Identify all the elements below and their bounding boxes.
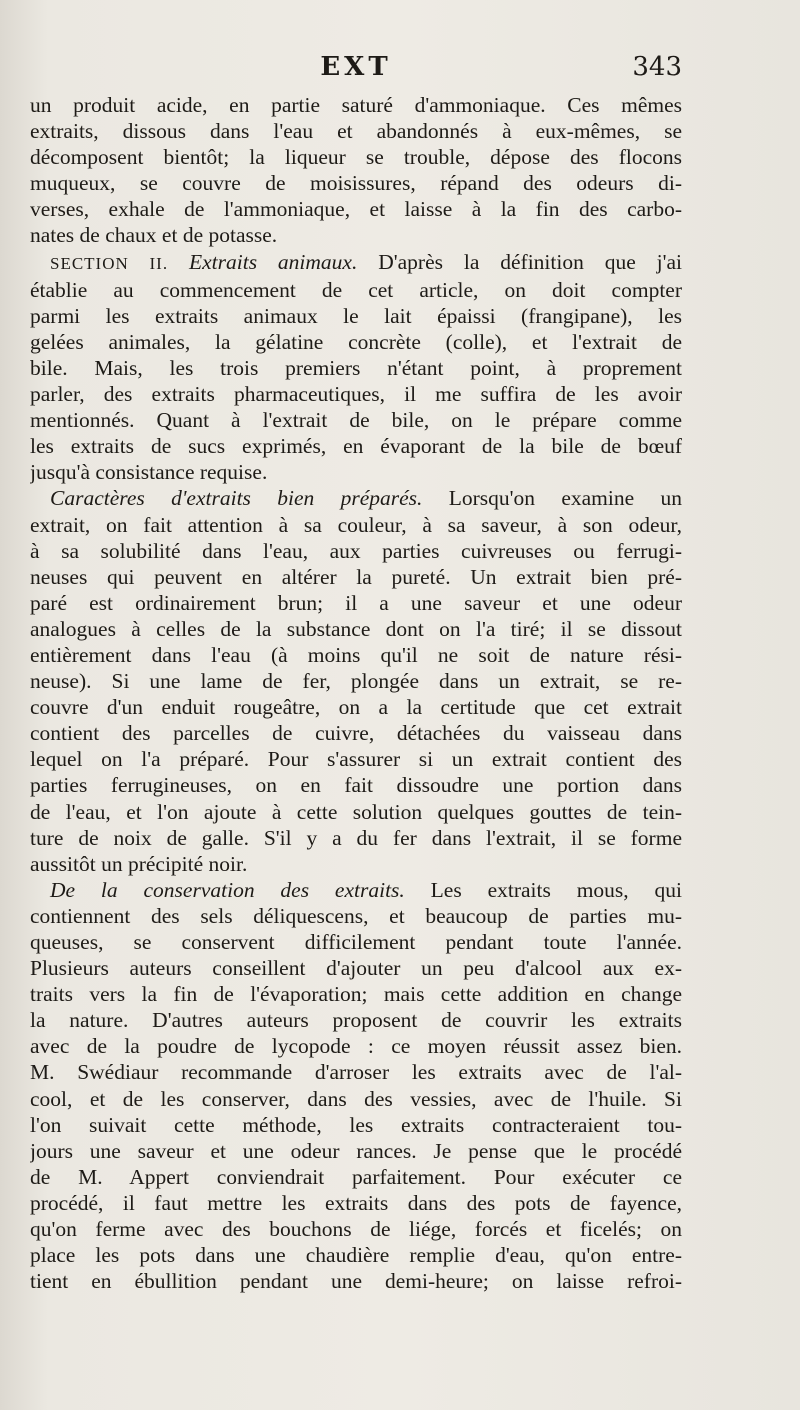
text-line: place les pots dans une chaudière remplie d'eau, qu'on entre- <box>30 1243 682 1268</box>
text-line: ture de noix de galle. S'il y a du fer dans l'extrait, il se forme <box>30 825 682 850</box>
paragraph-conservation <box>30 877 682 1295</box>
text-line: cool, et de les conserver, dans des vessies, avec de l'huile. Si <box>30 1086 682 1111</box>
text-line: lequel on l'a préparé. Pour s'assurer si un extrait contient des <box>30 747 682 772</box>
text-line: contient des parcelles de cuivre, détachées du vaisseau dans <box>30 721 682 746</box>
text-line: neuse). Si une lame de fer, plongée dans un extrait, se re- <box>30 669 682 694</box>
running-head-title: EXT <box>320 52 392 82</box>
paragraph-caracteres <box>30 485 682 876</box>
text-line: aussitôt un précipité noir. <box>30 851 248 876</box>
text-line: qu'on ferme avec des bouchons de liége, forcés et ficelés; on <box>30 1217 682 1242</box>
text-line: paré est ordinairement brun; il a une saveur et une odeur <box>30 590 682 615</box>
text-line: nates de chaux et de potasse. <box>30 223 278 248</box>
text-line: mentionnés. Quant à l'extrait de bile, on le prépare comme <box>30 408 682 433</box>
text-line: gelées animales, la gélatine concrète (colle), et l'extrait de <box>30 329 682 354</box>
text-line: extraits, dissous dans l'eau et abandonnés à eux-mêmes, se <box>30 119 682 144</box>
text-line: entièrement dans l'eau (à moins qu'il ne soit de nature rési- <box>30 642 682 667</box>
text-line: queuses, se conservent difficilement pendant toute l'année. <box>30 930 682 954</box>
text-line: muqueux, se couvre de moisissures, répand des odeurs di- <box>30 171 682 196</box>
text-line: M. Swédiaur recommande d'arroser les extraits avec de l'al- <box>30 1060 682 1085</box>
text-line: les extraits de sucs exprimés, en évaporant de la bile de bœuf <box>30 434 682 459</box>
section-title: Extraits animaux. <box>188 249 358 274</box>
text-run: Les extraits mous, qui <box>430 877 682 902</box>
text-line: neuses qui peuvent en altérer la pureté. Un extrait bien pré- <box>30 564 682 589</box>
text-line: avec de la poudre de lycopode : ce moyen réussit assez bien. <box>30 1034 682 1059</box>
running-head <box>30 52 682 86</box>
text-line: procédé, il faut mettre les extraits dans des pots de fayence, <box>30 1190 682 1215</box>
text-line <box>30 485 682 511</box>
text-line <box>30 877 682 903</box>
section-label: SECTION II. <box>50 253 169 273</box>
page-number: 343 <box>632 52 682 82</box>
text-line: un produit acide, en partie saturé d'ammoniaque. Ces mêmes <box>30 93 682 117</box>
text-line: de l'eau, et l'on ajoute à cette solution quelques gouttes de tein- <box>30 799 682 824</box>
paragraph-heading: De la conservation des extraits. <box>50 877 405 902</box>
paragraph-1 <box>30 92 682 249</box>
text-line: jusqu'à consistance requise. <box>30 460 268 485</box>
text-line: extrait, on fait attention à sa couleur, à sa saveur, à son odeur, <box>30 512 682 537</box>
text-line <box>30 249 682 277</box>
text-line: analogues à celles de la substance dont on l'a tiré; il se dissout <box>30 616 682 641</box>
text-line: verses, exhale de l'ammoniaque, et laisse à la fin des carbo- <box>30 197 682 222</box>
text-line: l'on suivait cette méthode, les extraits contracteraient tou- <box>30 1112 682 1137</box>
paragraph-section-2 <box>30 249 682 486</box>
text-line: parmi les extraits animaux le lait épaissi (frangipane), les <box>30 303 682 328</box>
text-line: Plusieurs auteurs conseillent d'ajouter un peu d'alcool aux ex- <box>30 956 682 981</box>
text-line: contiennent des sels déliquescens, et beaucoup de parties mu- <box>30 903 682 928</box>
text-line: parler, des extraits pharmaceutiques, il me suffira de les avoir <box>30 382 682 407</box>
text-run: D'après la définition que j'ai <box>378 249 682 274</box>
text-line: décomposent bientôt; la liqueur se trouble, dépose des flocons <box>30 145 682 170</box>
text-line: à sa solubilité dans l'eau, aux parties cuivreuses ou ferrugi- <box>30 538 682 563</box>
text-line: traits vers la fin de l'évaporation; mais cette addition en change <box>30 982 682 1007</box>
text-line: établie au commencement de cet article, on doit compter <box>30 277 682 302</box>
text-line: la nature. D'autres auteurs proposent de couvrir les extraits <box>30 1008 682 1033</box>
text-line: bile. Mais, les trois premiers n'étant point, à proprement <box>30 355 682 380</box>
body-text <box>30 92 682 1294</box>
text-line: de M. Appert conviendrait parfaitement. Pour exécuter ce <box>30 1164 682 1189</box>
text-line: jours une saveur et une odeur rances. Je pense que le procédé <box>30 1138 682 1163</box>
text-line: parties ferrugineuses, on en fait dissoudre une portion dans <box>30 773 682 798</box>
text-run: Lorsqu'on examine un <box>448 486 682 511</box>
paragraph-heading: Caractères d'extraits bien préparés. <box>50 486 423 511</box>
text-line: couvre d'un enduit rougeâtre, on a la certitude que cet extrait <box>30 695 682 720</box>
text-line: tient en ébullition pendant une demi-heure; on laisse refroi- <box>30 1269 682 1294</box>
